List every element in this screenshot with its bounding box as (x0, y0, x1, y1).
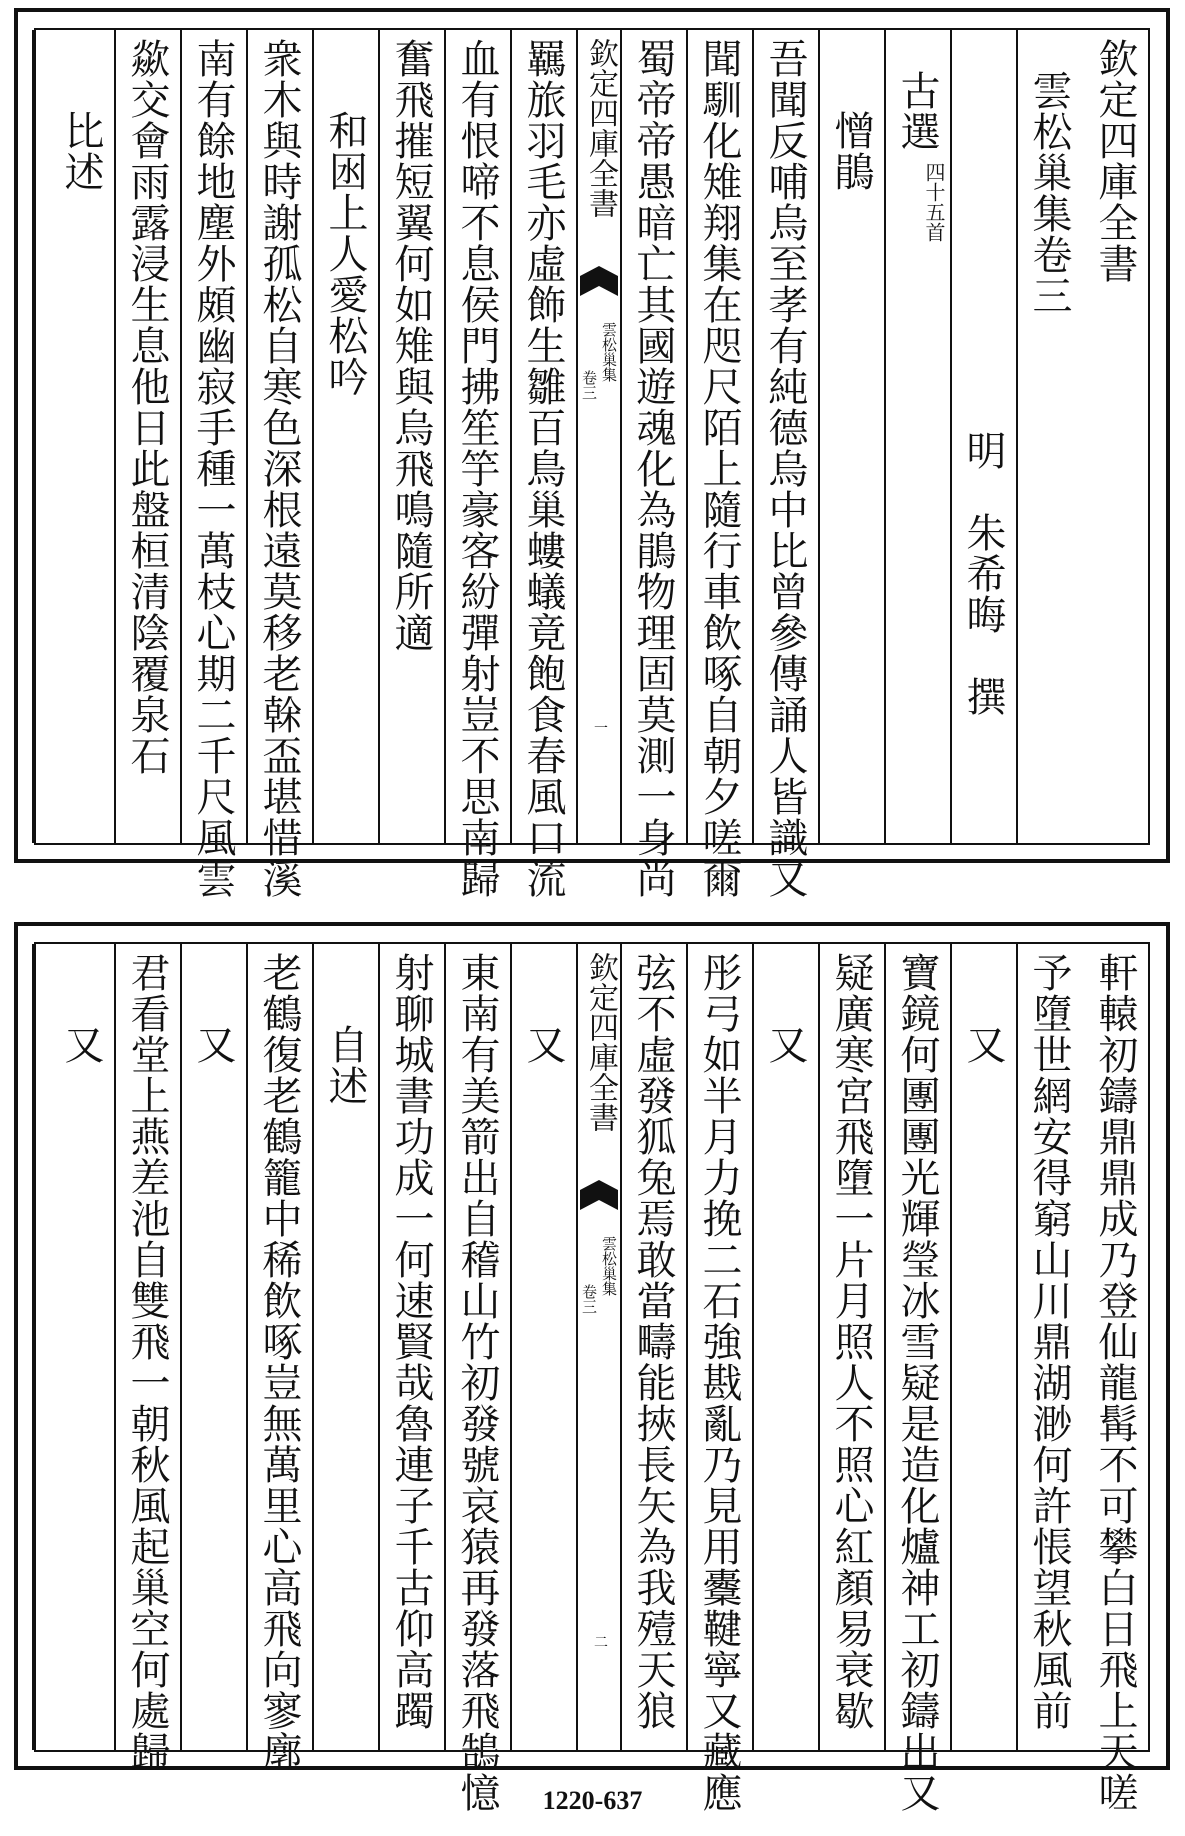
column-text: 衆木與時謝孤松自寒色深根遠莫移老榦盃堪惜溪 (256, 38, 302, 899)
center-page-number: 一 (594, 721, 608, 737)
center-page-number: 二 (594, 1635, 608, 1651)
column-text: 和囦上人愛松吟 (322, 110, 368, 397)
column-text: 寶鏡何團團光輝瑩冰雪疑是造化爐神工初鑄出又 (894, 952, 940, 1813)
column-text: 欽定四庫全書 (1092, 38, 1138, 284)
column-poem-title (32, 30, 114, 843)
column-poem-title (180, 944, 246, 1750)
column-verse (884, 944, 950, 1813)
column-text: 自述 (322, 1024, 368, 1106)
column-text: 老鶴復老鶴籠中稀飲啄豈無萬里心高飛向寥廓 (256, 952, 302, 1772)
column-text: 吾聞反哺烏至孝有純德烏中比曾參傳誦人皆識又 (762, 38, 808, 899)
column-verse (444, 944, 510, 1813)
column-poem-title (950, 944, 1016, 1750)
column-verse (686, 30, 752, 899)
column-title (1082, 30, 1148, 843)
fish-tail-mark-icon (580, 266, 618, 306)
center-header: 欽定四庫全書 (583, 952, 618, 1132)
column-author (950, 30, 1016, 843)
fish-tail-mark-icon (580, 1180, 618, 1220)
column-text: 血有恨啼不息侯門拂笙竽豪客紛彈射豈不思南歸 (454, 38, 500, 899)
column-verse (444, 30, 510, 899)
column-verse (378, 30, 444, 843)
center-book-name: 雲松巢集 (600, 322, 618, 382)
scan-page-1 (14, 8, 1170, 899)
center-header: 欽定四庫全書 (583, 38, 618, 218)
center-volume: 卷三 (580, 1284, 598, 1314)
column-text: 羈旅羽毛亦虛飾生雛百鳥巢螻蟻竟飽食春風口流 (520, 38, 566, 899)
column-section (884, 30, 950, 843)
column-text: 又 (58, 1024, 104, 1065)
column-poem-title (312, 30, 378, 843)
column-text: 聞馴化雉翔集在咫尺陌上隨行車飲啄自朝夕嗟爾 (696, 38, 742, 899)
column-text: 東南有美箭出自稽山竹初發號哀猿再發落飛鵠憶 (454, 952, 500, 1813)
center-fold-column (576, 30, 620, 843)
column-text: 軒轅初鑄鼎鼎成乃登仙龍髯不可攀白日飛上天嗟 (1092, 952, 1138, 1813)
column-verse (378, 944, 444, 1750)
column-text: 蜀帝帝愚暗亡其國遊魂化為鵑物理固莫測一身尚 (630, 38, 676, 899)
column-verse (620, 30, 686, 899)
column-verse (114, 944, 180, 1772)
column-verse (114, 30, 180, 843)
column-verse (180, 30, 246, 899)
column-verse (246, 30, 312, 899)
column-text: 奮飛摧短翼何如雉與烏飛鳴隨所適 (388, 38, 434, 653)
column-verse (510, 30, 576, 899)
column-text: 比述 (58, 110, 104, 192)
column-text: 雲松巢集卷三 (1026, 70, 1072, 316)
column-verse (510, 944, 576, 1750)
column-text: 歘交會雨露浸生息他日此盤桓清陰覆泉石 (124, 38, 170, 776)
column-text: 又 (960, 1024, 1006, 1065)
column-text: 疑廣寒宮飛墮一片月照人不照心紅顏易衰歇 (828, 952, 874, 1731)
column-book-title (1016, 30, 1082, 843)
column-text: 君看堂上燕差池自雙飛一朝秋風起巢空何處歸 (124, 952, 170, 1772)
column-text: 弦不虛發狐兔焉敢當疇能挾長矢為我殪天狼 (630, 952, 676, 1731)
page-footer-number: 1220-637 (542, 1786, 643, 1815)
poem-count-note: 四十五首 (922, 162, 946, 242)
column-text: 又 (762, 1024, 808, 1065)
column-poem-title (818, 30, 884, 843)
column-verse (1016, 944, 1082, 1750)
column-verse (620, 944, 686, 1750)
column-text: 又 (190, 1024, 236, 1065)
column-text: 彤弓如半月力挽二石強戡亂乃見用櫜鞬寧又藏應 (696, 952, 742, 1813)
column-verse (1082, 944, 1148, 1813)
center-volume: 卷三 (580, 370, 598, 400)
column-verse (686, 944, 752, 1813)
column-poem-title (32, 944, 114, 1750)
column-text: 南有餘地塵外頗幽寂手種一萬枝心期二千尺風雲 (190, 38, 236, 899)
column-text: 明 朱希晦 撰 (960, 430, 1006, 717)
column-text: 憎鵑 (828, 110, 874, 192)
column-text: 又 (520, 1024, 566, 1065)
column-text: 古選 (894, 70, 940, 152)
column-poem-title (312, 944, 378, 1750)
center-fold-column (576, 944, 620, 1750)
column-verse (818, 944, 884, 1750)
column-text: 射聊城書功成一何速賢哉魯連子千古仰高躅 (388, 952, 434, 1731)
page-1-frame (34, 28, 1150, 899)
column-text: 予墮世網安得窮山川鼎湖渺何許悵望秋風前 (1026, 952, 1072, 1731)
column-verse (246, 944, 312, 1772)
column-poem-title (752, 944, 818, 1750)
column-verse (752, 30, 818, 899)
center-book-name: 雲松巢集 (600, 1236, 618, 1296)
